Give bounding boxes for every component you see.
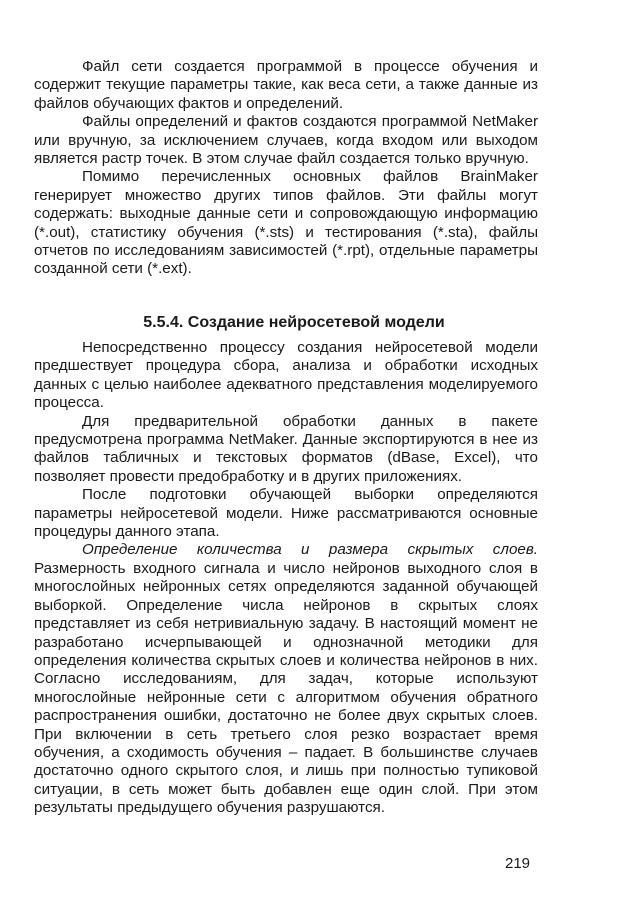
bottom-text-block — [34, 339, 538, 818]
hidden-layers-italic-lead: Определение количества и размера скрытых слоев. — [82, 541, 538, 559]
paragraph-other-files: Помимо перечисленных основных файлов BrainMaker генерирует множество других типов файлов. Эти файлы могут содержать: выходные данные сети и сопровождающую информацию (*.out), статистику обучения (*.sts) и тестирования (*.sta), файлы отчетов по исследованиям зависимостей (*.rpt), отдельные параметры созданной сети (*.ext). — [34, 168, 538, 278]
paragraph-parameters: После подготовки обучающей выборки определяются параметры нейросетевой модели. Ниже рассматриваются основные процедуры данного этапа. — [34, 486, 538, 541]
section-heading — [34, 313, 538, 333]
paragraph-hidden-layers — [34, 541, 538, 817]
page-number: 219 — [505, 855, 531, 872]
paragraph-network-file: Файл сети создается программой в процессе обучения и содержит текущие параметры такие, как веса сети, а также данные из файлов обучающих фактов и определений. — [34, 58, 538, 112]
paragraph-preprocessing: Для предварительной обработки данных в пакете предусмотрена программа NetMaker. Данные экспортируются в нее из файлов табличных и текстовых форматов (dBase, Excel), что позволяет провести предобработку и в других приложениях. — [34, 412, 538, 485]
hidden-layers-body: Размерность входного сигнала и число нейронов выходного слоя в многослойных нейронных сетях определяются заданной обучающей выборкой. Определение числа нейронов в скрытых слоях представляет из себя нетривиальную задачу. В настоящий момент не разработано исчерпывающей и однозначной методики для определения количества скрытых слоев и количества нейронов в них. Согласно исследованиям, для задач, которые используют многослойные нейронные сети с алгоритмом обучения обратного распространения ошибки, достаточно не более двух скрытых слоев. При включении в сеть третьего слоя резко возрастает время обучения, а сходимость обучения – падает. В большинстве случаев достаточно одного скрытого слоя, и лишь при полностью тупиковой ситуации, в сеть может быть добавлен еще один слой. При этом результаты предыдущего обучения разрушаются. — [34, 559, 538, 817]
paragraph-data-collection: Непосредственно процессу создания нейросетевой модели предшествует процедура сбора, анализа и обработки исходных данных с целью наиболее адекватного представления моделируемого процесса. — [34, 339, 538, 412]
paragraph-definition-files: Файлы определений и фактов создаются программой NetMaker или вручную, за исключением случаев, когда входом или выходом является растр точек. В этом случае файл создается только вручную. — [34, 113, 538, 168]
top-text-block — [34, 58, 538, 279]
section-heading-text: 5.5.4. Создание нейросетевой модели — [143, 314, 445, 331]
